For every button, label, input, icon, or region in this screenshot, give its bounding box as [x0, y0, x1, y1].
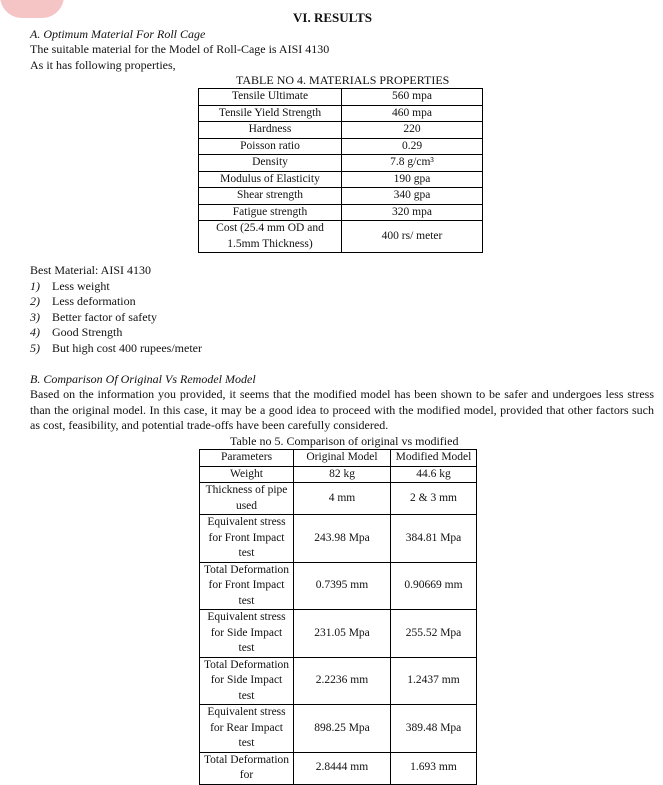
table-row [199, 155, 483, 172]
subsection-a-title: A. Optimum Material For Roll Cage [30, 27, 206, 41]
table-cell: 0.7395 mm [294, 562, 391, 610]
table-cell: 898.25 Mpa [294, 705, 391, 753]
table-cell: Total Deformation for Side Impact test [200, 657, 294, 705]
table4-caption: TABLE NO 4. MATERIALS PROPERTIES [236, 73, 450, 87]
table-row [199, 138, 483, 155]
subsection-b-title: B. Comparison Of Original Vs Remodel Model [30, 372, 256, 386]
table-cell: 1.2437 mm [391, 657, 477, 705]
list-text: Good Strength [52, 325, 123, 339]
table-cell: 0.90669 mm [391, 562, 477, 610]
table-cell: 220 [342, 122, 483, 139]
table-row [200, 752, 477, 784]
list-number: 5) [30, 341, 40, 355]
list-number: 3) [30, 310, 40, 324]
subsection-a-line1: The suitable material for the Model of Roll-Cage is AISI 4130 [30, 42, 330, 56]
table-cell: Thickness of pipe used [200, 483, 294, 515]
list-item [30, 294, 136, 310]
table-header-cell: Modified Model [391, 450, 477, 467]
comparison-paragraph: Based on the information you provided, it seems that the modified model has been shown to be safer and undergoes less stress than the original model. In this case, it may be a good idea to proceed with the modified model, provided that other factors such as cost, feasibility, and potential trade-offs have been carefully considered. [30, 387, 654, 432]
table-cell: Poisson ratio [199, 138, 342, 155]
table-cell: 2.8444 mm [294, 752, 391, 784]
table-row [199, 105, 483, 122]
table-cell: 320 mpa [342, 204, 483, 221]
table-cell: 1.693 mm [391, 752, 477, 784]
table-row [200, 562, 477, 610]
table-row [200, 705, 477, 753]
materials-properties-table [198, 88, 483, 253]
list-item [30, 279, 110, 295]
table-row [200, 610, 477, 658]
decorative-mark [0, 0, 64, 18]
table-row [199, 89, 483, 106]
table-cell: 44.6 kg [391, 466, 477, 483]
table-cell: 340 gpa [342, 188, 483, 205]
table-cell: Total Deformation for [200, 752, 294, 784]
table-cell: 0.29 [342, 138, 483, 155]
table-row [200, 466, 477, 483]
table-cell: 389.48 Mpa [391, 705, 477, 753]
list-number: 2) [30, 294, 40, 308]
table-row [199, 122, 483, 139]
list-text: Less deformation [52, 294, 136, 308]
table-row [199, 221, 483, 253]
table-row [199, 188, 483, 205]
table-cell: Fatigue strength [199, 204, 342, 221]
table-cell: Total Deformation for Front Impact test [200, 562, 294, 610]
comparison-table [199, 449, 477, 785]
table-cell: 460 mpa [342, 105, 483, 122]
list-number: 4) [30, 325, 40, 339]
table-cell: Weight [200, 466, 294, 483]
table-cell: 82 kg [294, 466, 391, 483]
table-cell: Density [199, 155, 342, 172]
section-heading: VI. RESULTS [293, 10, 373, 25]
table-header-row [200, 450, 477, 467]
table-row [199, 171, 483, 188]
subsection-a-line2: As it has following properties, [30, 58, 176, 72]
table-cell: 560 mpa [342, 89, 483, 106]
best-material-title: Best Material: AISI 4130 [30, 263, 151, 277]
table-cell: Equivalent stress for Rear Impact test [200, 705, 294, 753]
table-cell: Tensile Ultimate [199, 89, 342, 106]
table-cell: Hardness [199, 122, 342, 139]
table-header-cell: Original Model [294, 450, 391, 467]
list-item [30, 341, 202, 357]
table5-caption: Table no 5. Comparison of original vs modified [230, 434, 459, 448]
table-row [200, 657, 477, 705]
list-text: But high cost 400 rupees/meter [52, 341, 202, 355]
table-cell: 2 & 3 mm [391, 483, 477, 515]
table-row [200, 483, 477, 515]
list-number: 1) [30, 279, 40, 293]
table-cell: Shear strength [199, 188, 342, 205]
list-text: Better factor of safety [52, 310, 157, 324]
table-cell: 190 gpa [342, 171, 483, 188]
list-item [30, 310, 157, 326]
table-cell: Equivalent stress for Side Impact test [200, 610, 294, 658]
table-cell: 4 mm [294, 483, 391, 515]
table-cell: Equivalent stress for Front Impact test [200, 515, 294, 563]
table-cell: 243.98 Mpa [294, 515, 391, 563]
table-row [200, 515, 477, 563]
table-header-cell: Parameters [200, 450, 294, 467]
table-cell: 255.52 Mpa [391, 610, 477, 658]
table-cell: 2.2236 mm [294, 657, 391, 705]
table-cell: 7.8 g/cm³ [342, 155, 483, 172]
table-cell: 231.05 Mpa [294, 610, 391, 658]
list-text: Less weight [52, 279, 110, 293]
list-item [30, 325, 122, 341]
table-cell: Cost (25.4 mm OD and 1.5mm Thickness) [199, 221, 342, 253]
table-cell: Tensile Yield Strength [199, 105, 342, 122]
table-cell: 400 rs/ meter [342, 221, 483, 253]
table-row [199, 204, 483, 221]
table-cell: Modulus of Elasticity [199, 171, 342, 188]
table-cell: 384.81 Mpa [391, 515, 477, 563]
